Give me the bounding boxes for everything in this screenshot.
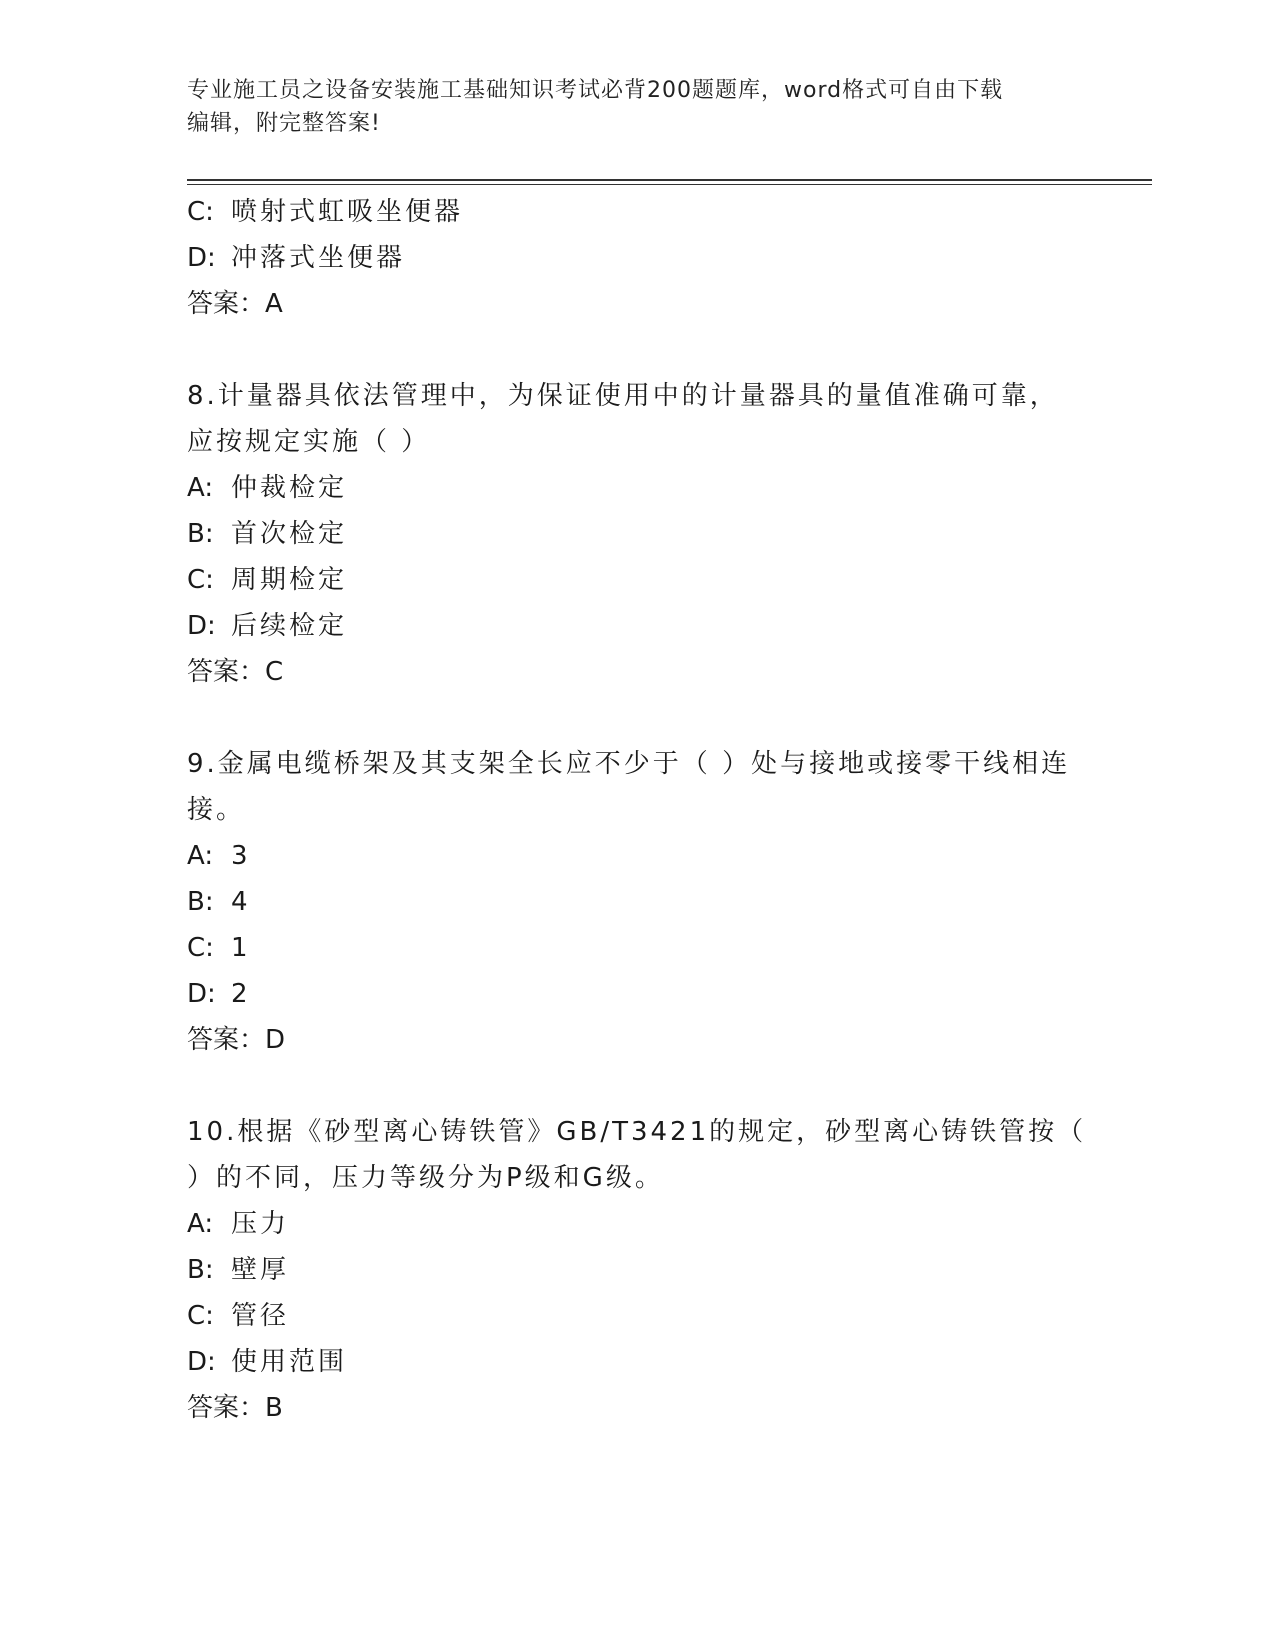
option-label: B: [187,519,214,549]
option-text: 1 [231,933,251,963]
answer-line [187,281,1087,327]
answer-value: B [265,1393,284,1423]
spacer [187,1063,1087,1109]
answer-line [187,1017,1087,1063]
spacer [187,695,1087,741]
option-a [187,465,1087,511]
option-text: 冲落式坐便器 [231,243,406,273]
question-list [187,189,1087,1431]
question-8 [187,373,1087,695]
option-text: 仲裁检定 [231,473,348,503]
question-stem-line-2: 应按规定实施（ ） [187,427,431,457]
question-stem-line-1: 8.计量器具依法管理中，为保证使用中的计量器具的量值准确可靠， [187,381,1059,411]
option-label: D: [187,1347,216,1377]
option-text: 2 [231,979,251,1009]
header-divider-thin [187,184,1152,185]
answer-value: D [265,1025,287,1055]
header-divider-thick [187,179,1152,181]
question-stem-line-1: 9.金属电缆桥架及其支架全长应不少于（ ）处与接地或接零干线相连 [187,749,1071,779]
answer-label: 答案： [187,1025,266,1055]
option-c [187,925,1087,971]
option-text: 压力 [231,1209,290,1239]
option-a [187,833,1087,879]
answer-line [187,649,1087,695]
option-label: D: [187,243,216,273]
option-label: B: [187,1255,214,1285]
option-c [187,1293,1087,1339]
answer-value: A [265,289,284,319]
option-d [187,235,1087,281]
spacer [187,327,1087,373]
option-d [187,603,1087,649]
option-label: C: [187,565,214,595]
answer-label: 答案： [187,657,266,687]
answer-line [187,1385,1087,1431]
option-text: 3 [231,841,251,871]
option-c [187,557,1087,603]
answer-label: 答案： [187,1393,266,1423]
option-b [187,1247,1087,1293]
option-label: B: [187,887,214,917]
option-d [187,971,1087,1017]
option-label: C: [187,933,214,963]
header-title-line-2: 编辑，附完整答案! [187,111,381,136]
option-label: C: [187,197,214,227]
option-text: 首次检定 [231,519,348,549]
question-stem-line-2: 接。 [187,795,246,825]
option-d [187,1339,1087,1385]
answer-label: 答案： [187,289,266,319]
question-stem-line-1: 10.根据《砂型离心铸铁管》GB/T3421的规定，砂型离心铸铁管按（ [187,1117,1087,1147]
option-text: 喷射式虹吸坐便器 [231,197,464,227]
option-label: A: [187,473,214,503]
option-text: 4 [231,887,251,917]
option-b [187,879,1087,925]
question-10 [187,1109,1087,1431]
option-text: 周期检定 [231,565,348,595]
option-label: A: [187,841,214,871]
option-label: D: [187,979,216,1009]
option-text: 后续检定 [231,611,348,641]
option-text: 壁厚 [231,1255,290,1285]
option-label: A: [187,1209,214,1239]
option-a [187,1201,1087,1247]
document-header [187,74,1067,140]
answer-value: C [265,657,285,687]
option-text: 管径 [231,1301,290,1331]
question-stem-line-2: ）的不同，压力等级分为P级和G级。 [187,1163,664,1193]
option-label: D: [187,611,216,641]
option-label: C: [187,1301,214,1331]
option-c [187,189,1087,235]
header-title-line-1: 专业施工员之设备安装施工基础知识考试必背200题题库，word格式可自由下载 [187,78,1004,103]
option-b [187,511,1087,557]
option-text: 使用范围 [231,1347,348,1377]
question-7-continued [187,189,1087,327]
question-9 [187,741,1087,1063]
